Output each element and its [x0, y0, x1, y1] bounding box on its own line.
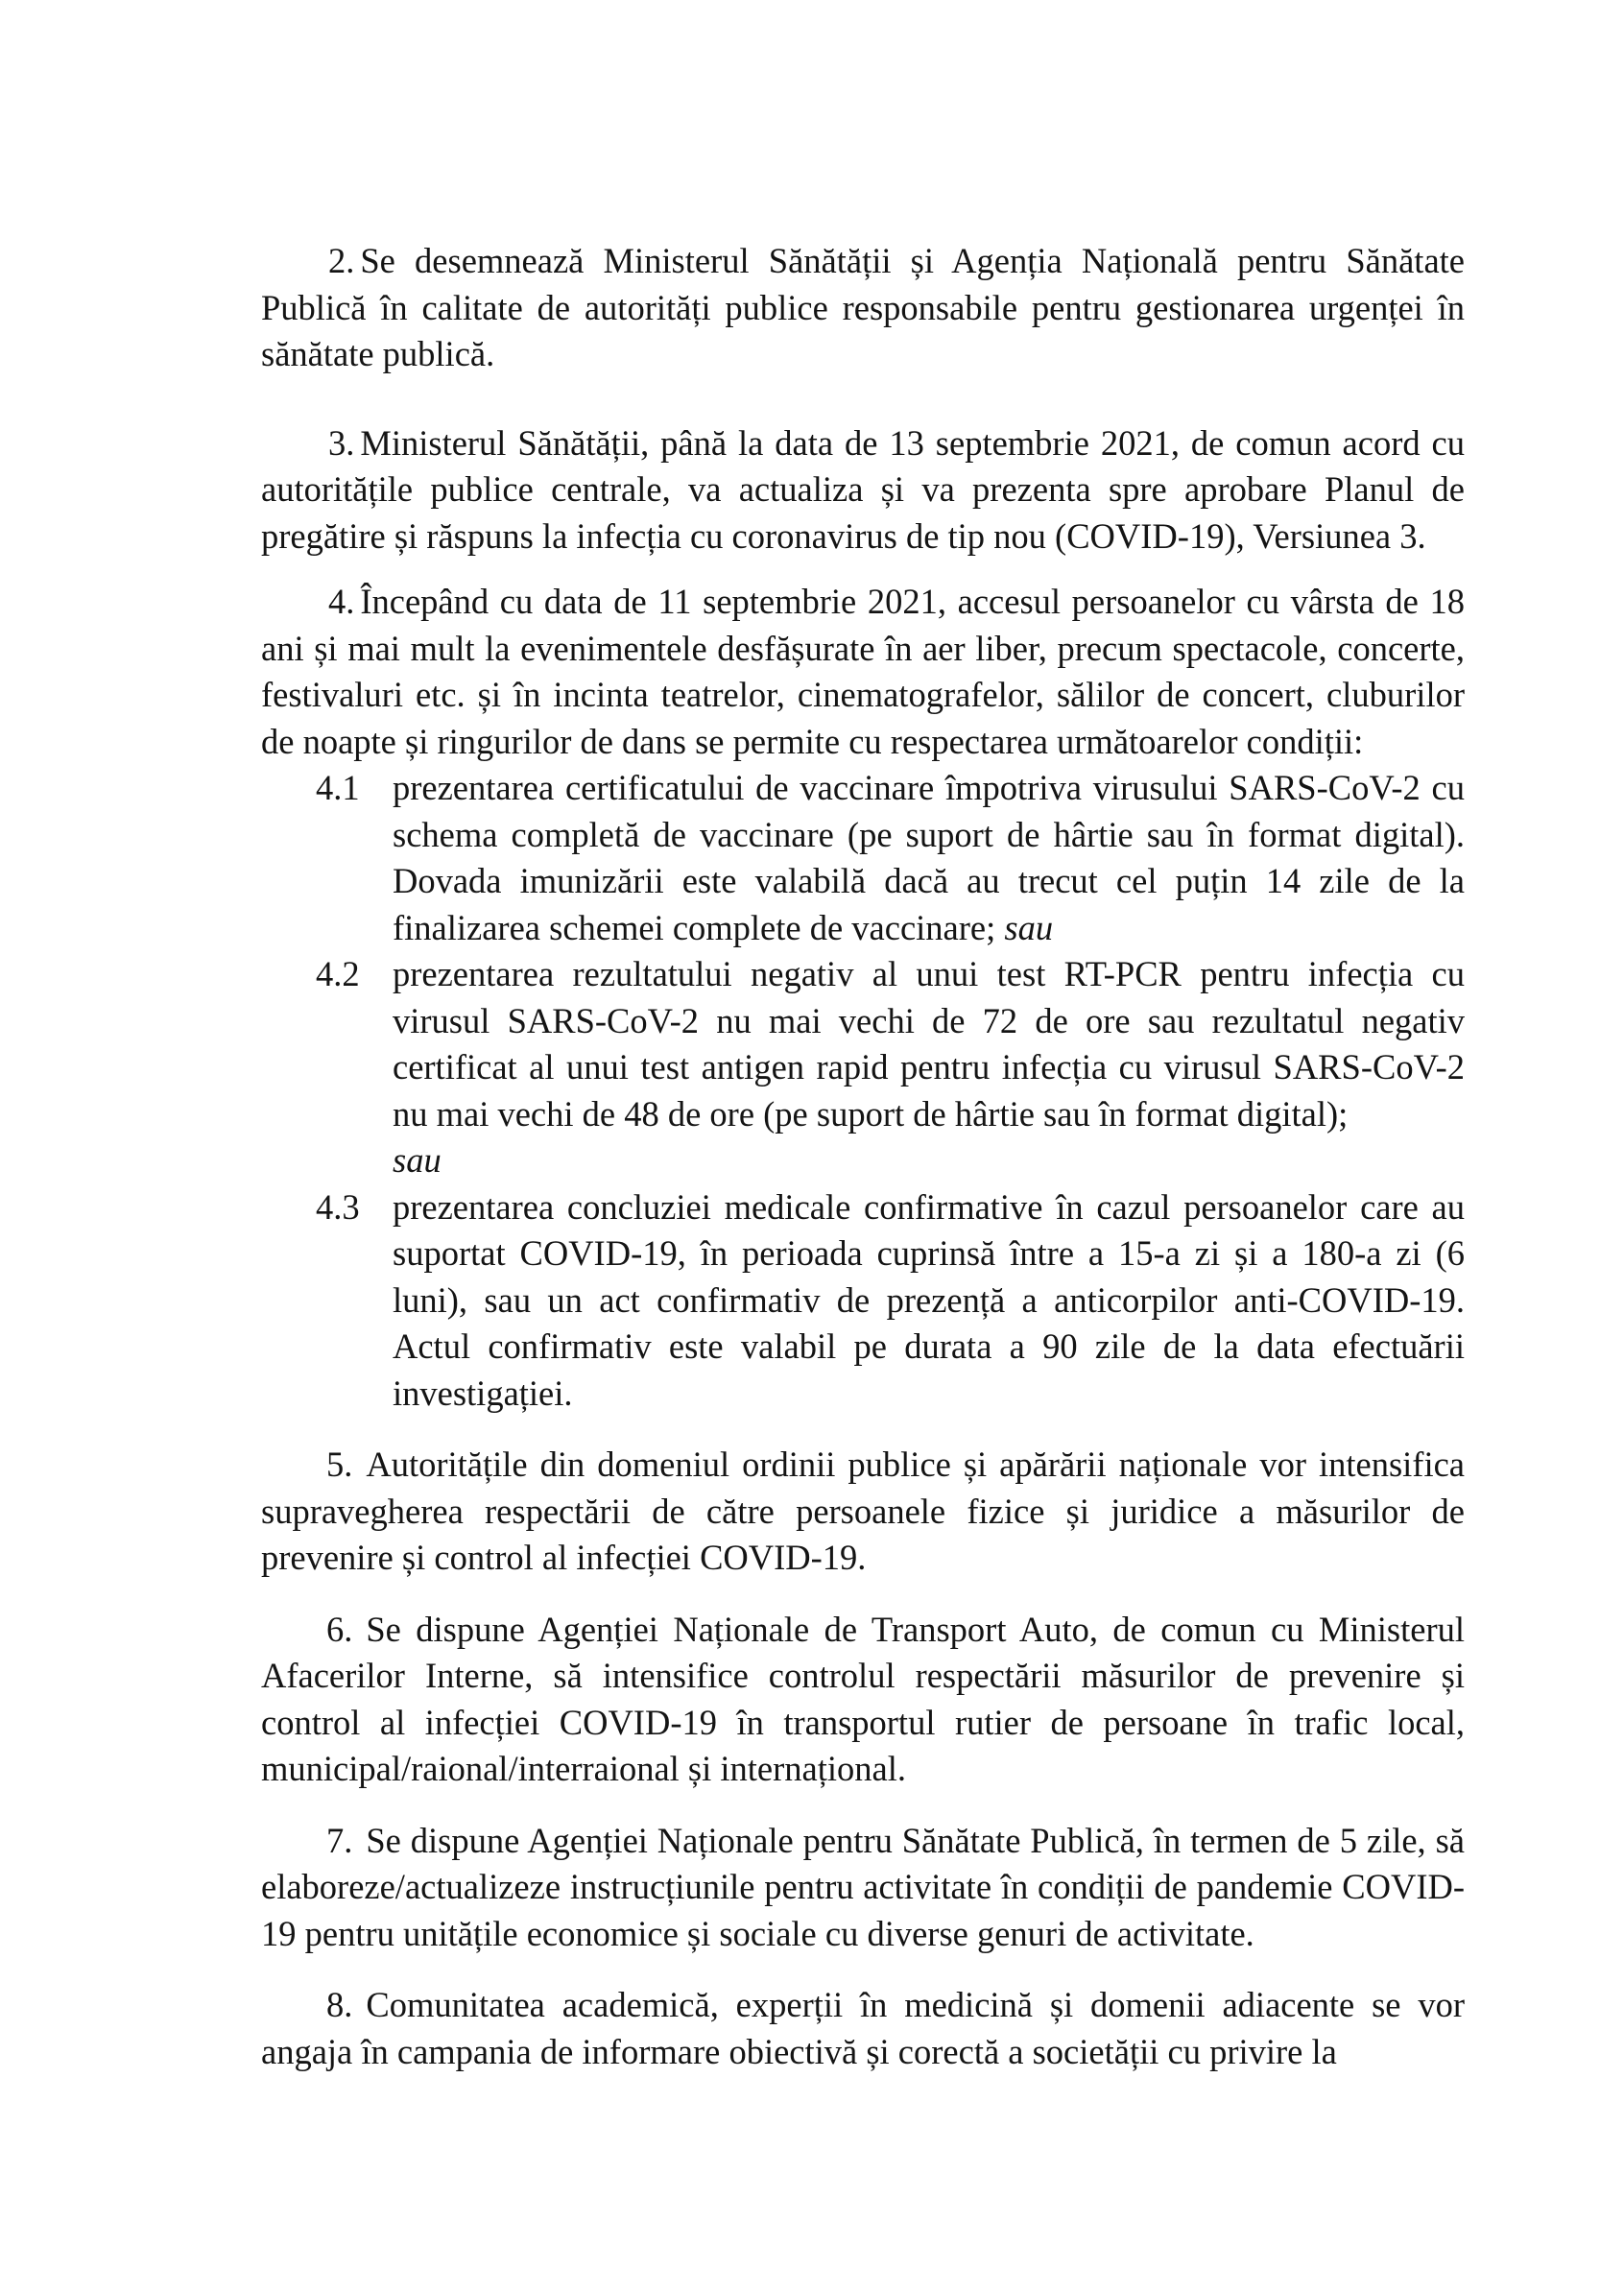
paragraph-number: 6.: [326, 1609, 353, 1649]
paragraph-5: [261, 1442, 1465, 1582]
paragraph-number: 4.: [328, 582, 355, 621]
condition-number: 4.2: [316, 954, 360, 993]
conditions-list: [261, 765, 1465, 1417]
paragraph-number: 2.: [328, 241, 355, 280]
condition-text: prezentarea rezultatului negativ al unui test RT-PCR pentru infecția cu virusul SARS-CoV-2 nu mai vechi de 72 de ore sau rezultatul negativ certificat al unui test antigen rapid pentru infecția cu virusul SARS-CoV-2 nu mai vechi de 48 de ore (pe suport de hârtie sau în format digital);: [393, 954, 1465, 1134]
paragraph-3: [261, 420, 1465, 561]
condition-item-4-2: [261, 951, 1465, 1184]
paragraph-text: Se dispune Agenției Naționale pentru Sănătate Publică, în termen de 5 zile, să elaboreze/actualizeze instrucțiunile pentru activitate în condiții de pandemie COVID-19 pentru unitățile economice și sociale cu diverse genuri de activitate.: [261, 1820, 1465, 1953]
paragraph-number: 7.: [326, 1820, 353, 1860]
condition-number: 4.1: [316, 768, 360, 807]
paragraph-text: Autoritățile din domeniul ordinii publice și apărării naționale vor intensifica supravegherea respectării de către persoanele fizice și juridice a măsurilor de prevenire și control al infecției COVID-19.: [261, 1445, 1465, 1577]
condition-item-4-3: [261, 1184, 1465, 1418]
condition-conjunction: sau: [1004, 907, 1054, 947]
paragraph-number: 5.: [326, 1445, 353, 1484]
condition-text-wrapper: [393, 1184, 1465, 1418]
paragraph-7: [261, 1818, 1465, 1958]
paragraph-number: 3.: [328, 422, 355, 463]
paragraph-4: [261, 579, 1465, 765]
paragraph-2: [261, 238, 1465, 378]
condition-text: prezentarea concluziei medicale confirmative în cazul persoanelor care au suportat COVID-19, în perioada cuprinsă între a 15-a zi și a 180-a zi (6 luni), sau un act confirmativ de prezență a anticorpilor anti-COVID-19. Actul confirmativ este valabil pe durata a 90 zile de la data efectuării investigației.: [393, 1186, 1465, 1413]
condition-number: 4.3: [316, 1186, 360, 1227]
document-page: [261, 238, 1465, 2100]
condition-text-wrapper: [393, 951, 1465, 1184]
paragraph-text: Comunitatea academică, experții în medicină și domenii adiacente se vor angaja în campania de informare obiectivă și corectă a societății cu privire la: [261, 1985, 1465, 2071]
condition-item-4-1: [261, 765, 1465, 951]
condition-conjunction: sau: [393, 1140, 442, 1180]
condition-text: prezentarea certificatului de vaccinare împotriva virusului SARS-CoV-2 cu schema completă de vaccinare (pe suport de hârtie sau în format digital). Dovada imunizării este valabilă dacă au trecut cel puțin 14 zile de la finalizarea schemei complete de vaccinare;: [393, 768, 1465, 947]
paragraph-text: Ministerul Sănătății, până la data de 13 septembrie 2021, de comun acord cu autoritățile publice centrale, va actualiza și va prezenta spre aprobare Planul de pregătire și răspuns la infecția cu coronavirus de tip nou (COVID-19), Versiunea 3.: [261, 422, 1465, 556]
paragraph-6: [261, 1607, 1465, 1793]
condition-text-wrapper: [393, 765, 1465, 951]
paragraph-8: [261, 1982, 1465, 2075]
paragraph-text: Începând cu data de 11 septembrie 2021, accesul persoanelor cu vârsta de 18 ani și mai mult la evenimentele desfășurate în aer liber, precum spectacole, concerte, festivaluri etc. și în incinta teatrelor, cinematografelor, sălilor de concert, cluburilor de noapte și ringurilor de dans se permite cu respectarea următoarelor condiții:: [261, 582, 1465, 761]
paragraph-text: Se dispune Agenției Naționale de Transport Auto, de comun cu Ministerul Afacerilor Interne, să intensifice controlul respectării măsurilor de prevenire și control al infecției COVID-19 în transportul rutier de persoane în trafic local, municipal/raional/interraional și internațional.: [261, 1609, 1465, 1788]
paragraph-text: Se desemnează Ministerul Sănătății și Agenția Națională pentru Sănătate Publică în calitate de autorități publice responsabile pentru gestionarea urgenței în sănătate publică.: [261, 241, 1465, 373]
paragraph-number: 8.: [326, 1985, 353, 2024]
